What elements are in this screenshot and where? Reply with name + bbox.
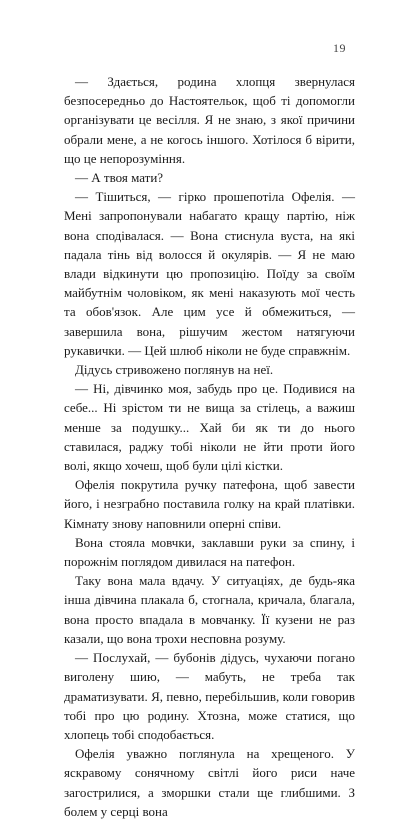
paragraph: Вона стояла мовчки, заклавши руки за спину, і порожнім поглядом дивилася на патефон. — [64, 534, 355, 570]
paragraph: — А твоя мати? — [75, 170, 164, 186]
page-number: 19 — [333, 41, 346, 55]
paragraph: Офелія уважно поглянула на хрещеного. У яскравому сонячному світлі його риси наче загострилися, а зморшки стали ще глибшими. З болем у серці вона — [64, 746, 355, 819]
paragraph: Офелія покрутила ручку патефона, щоб завести його, і незграбно поставила голку на край платівки. Кімнату знову наповнили оперні співи. — [64, 477, 355, 531]
paragraph: — Ні, дівчинко моя, забудь про це. Подивися на себе... Ні зрістом ти не вища за стілець, а важиш менше за подушку... Хай би як ти до нього ставилася, раджу тобі ніколи не йти проти його волі, якщо хочеш, щоб були цілі кістки. — [64, 381, 355, 474]
paragraph: — Тішиться, — гірко прошепотіла Офелія. — Мені запропонували набагато кращу партію, ніж вона сподівалася. — Вона стиснула вуста, на які падала тінь від волосся й окулярів. — Я не маю влади відкинути цю пропозицію. Поїду за своїм майбутнім чоловіком, як мені наказують мої честь та обов'язок. Але цим усе й обмежиться, — завершила вона, рішучим жестом натягуючи рукавички. — Цей шлюб ніколи не буде справжнім. — [64, 189, 355, 358]
paragraph: — Здається, родина хлопця звернулася безпосередньо до Настоятельок, щоб ті допомогли організувати це весілля. Я не знаю, з якої причини обрали мене, а не когось іншого. Хотілося б вірити, що це непорозуміння. — [64, 74, 355, 166]
paragraph: — Послухай, — бубонів дідусь, чухаючи погано виголену шию, — мабуть, не треба так драматизувати. Я, певно, перебільшив, коли говорив тобі про цю родину. Хтозна, може статися, що хлопець тобі сподобається. — [64, 650, 355, 742]
body-text — [64, 72, 355, 821]
paragraph: Таку вона мала вдачу. У ситуаціях, де будь-яка інша дівчина плакала б, стогнала, кричала, благала, вона просто впадала в мовчанку. Її кузени не раз казали, що вона трохи несповна розуму. — [64, 573, 355, 646]
paragraph: Дідусь стривожено поглянув на неї. — [75, 362, 274, 378]
